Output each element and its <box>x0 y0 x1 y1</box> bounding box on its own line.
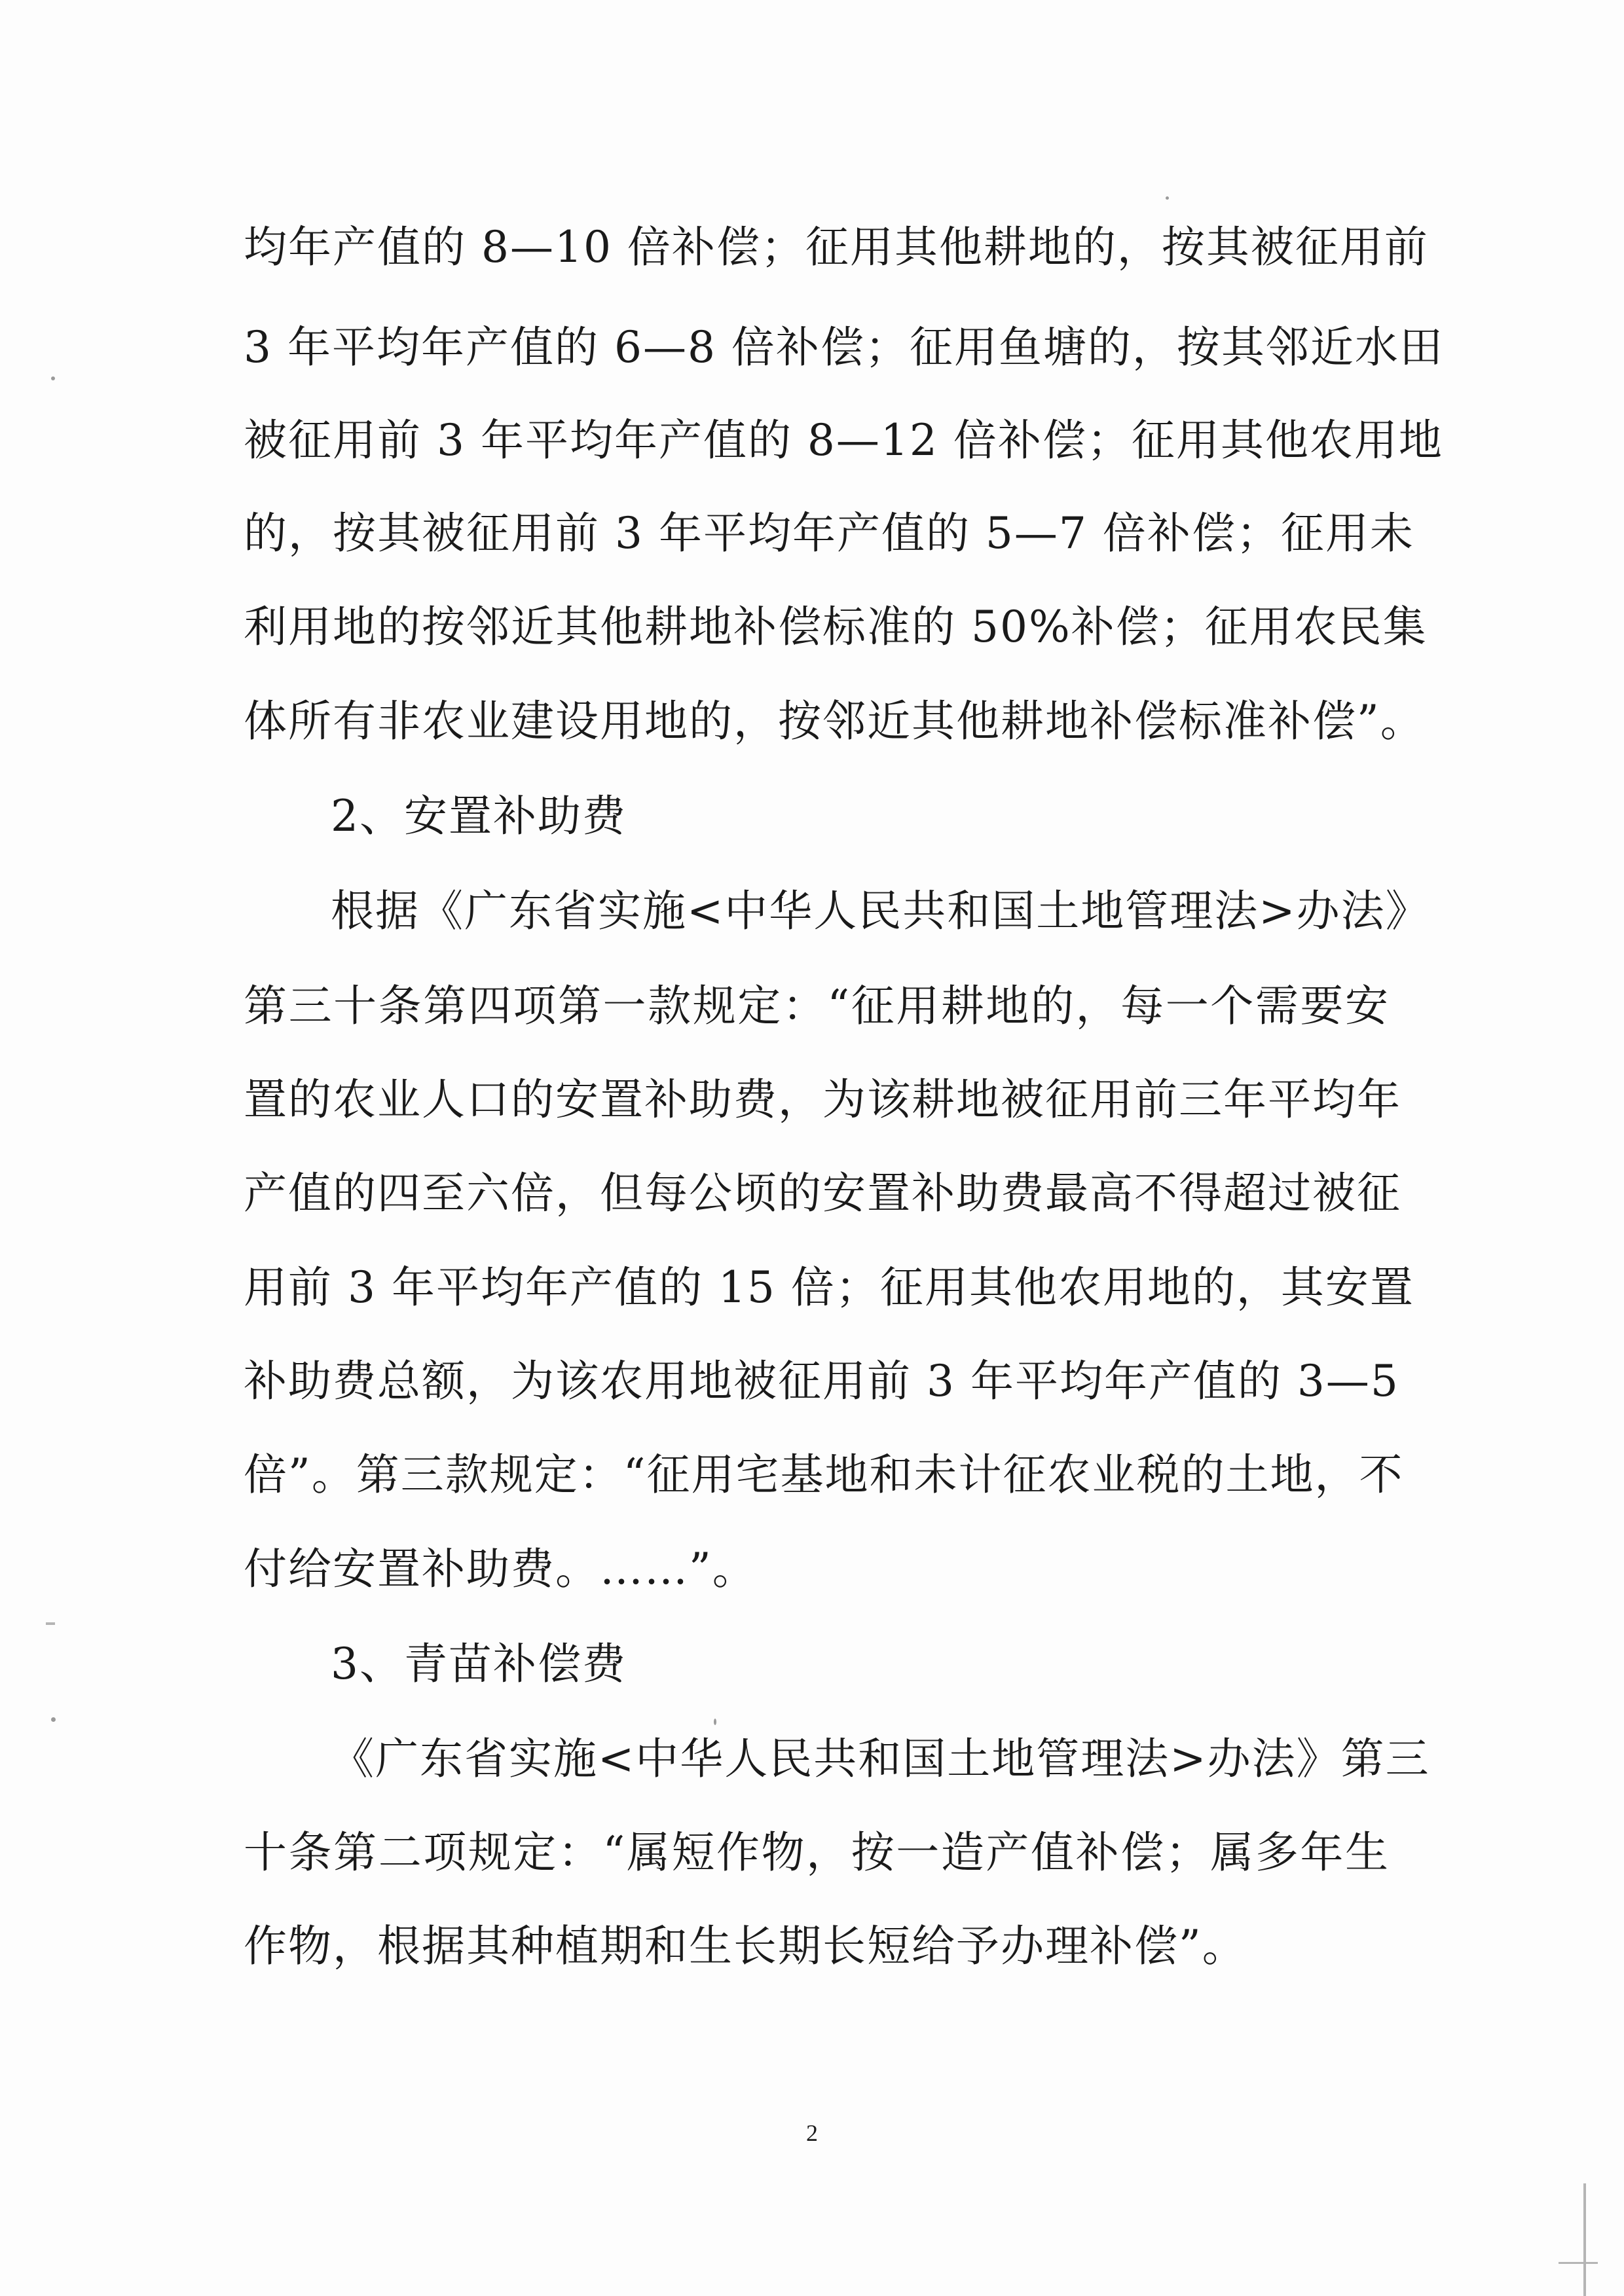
scan-edge-mark <box>46 1622 55 1625</box>
scan-speck <box>51 376 55 380</box>
page-number: 2 <box>806 2120 818 2146</box>
scan-speck <box>714 1719 716 1725</box>
body-line-6: 体所有非农业建设用地的，按邻近其他耕地补偿标准补偿”。 <box>244 696 1425 746</box>
body-line-19: 作物，根据其种植期和生长期长短给予办理补偿”。 <box>244 1921 1247 1971</box>
body-line-12: 用前 3 年平均年产值的 15 倍；征用其他农用地的，其安置 <box>244 1262 1414 1313</box>
body-line-3: 被征用前 3 年平均年产值的 8—12 倍补偿；征用其他农用地 <box>244 415 1443 465</box>
scan-speck <box>1166 196 1169 200</box>
scan-edge-mark <box>1583 2183 1586 2296</box>
body-line-4: 的，按其被征用前 3 年平均年产值的 5—7 倍补偿；征用未 <box>244 508 1414 558</box>
body-line-15: 付给安置补助费。……”。 <box>244 1544 757 1594</box>
body-line-13: 补助费总额，为该农用地被征用前 3 年平均年产值的 3—5 <box>244 1356 1399 1406</box>
section-heading-3: 3、青苗补偿费 <box>331 1639 627 1689</box>
section-heading-2: 2、安置补助费 <box>331 791 627 841</box>
body-line-11: 产值的四至六倍，但每公顷的安置补助费最高不得超过被征 <box>244 1168 1401 1218</box>
body-line-2: 3 年平均年产值的 6—8 倍补偿；征用鱼塘的，按其邻近水田 <box>244 322 1444 373</box>
body-line-18: 十条第二项规定：“属短作物，按一造产值补偿；属多年生 <box>244 1827 1390 1878</box>
scan-speck <box>51 1717 56 1722</box>
body-line-1: 均年产值的 8—10 倍补偿；征用其他耕地的，按其被征用前 <box>244 222 1429 272</box>
body-line-17: 《广东省实施<中华人民共和国土地管理法>办法》第三 <box>331 1734 1430 1784</box>
body-line-8: 根据《广东省实施<中华人民共和国土地管理法>办法》 <box>331 886 1430 936</box>
body-line-10: 置的农业人口的安置补助费，为该耕地被征用前三年平均年 <box>244 1074 1401 1125</box>
body-line-5: 利用地的按邻近其他耕地补偿标准的 50%补偿；征用农民集 <box>244 602 1428 652</box>
body-line-9: 第三十条第四项第一款规定：“征用耕地的，每一个需要安 <box>244 981 1390 1031</box>
body-line-14: 倍”。第三款规定：“征用宅基地和未计征农业税的土地，不 <box>244 1449 1404 1500</box>
scan-edge-mark <box>1559 2262 1598 2264</box>
